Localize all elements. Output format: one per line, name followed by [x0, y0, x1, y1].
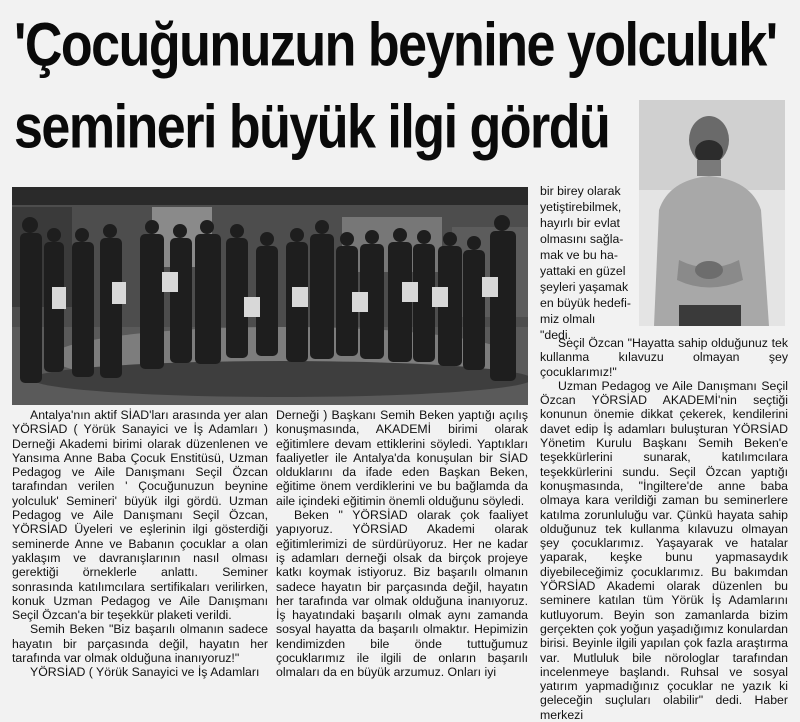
narrow-line: "dedi.: [540, 328, 572, 342]
article-column-3: [540, 336, 788, 722]
column-1-paragraph-3: YÖRSİAD ( Yörük Sanayici ve İş Adamları: [30, 665, 260, 680]
narrow-line: miz olmalı: [540, 312, 596, 326]
group-photo: [12, 187, 528, 405]
headline-line-2: semineri büyük ilgi gördü: [14, 93, 610, 162]
narrow-line: olmasını sağla-: [540, 232, 624, 246]
narrow-line: mak ve bu ha-: [540, 248, 618, 262]
narrow-text-column: [540, 183, 631, 343]
narrow-line: yetiştirebilmek,: [540, 200, 622, 214]
narrow-line: bir birey olarak: [540, 184, 621, 198]
headline-line-1: 'Çocuğunuzun beynine yolculuk': [14, 11, 777, 80]
column-2-paragraph-2: Beken " YÖRSİAD olarak çok faaliyet yapıyoruz. YÖRSİAD Akademi olarak eğitimlerimizi de sürdürüyoruz. Her ne kadar iş adamları derneği olsak da birçok projeye katkı koymak istiyoruz. Biz başarılı olmanın sadece hayatın bir parçasında değil, hayatın her tarafında var olmak olduğuna inanıyoruz. İş hayatındaki başarılı olmak aynı zamanda sosyal hayatta da başarılı olmaktır. Hepimizin kendimizden bile önde tuttuğumuz çocuklarımız ile ilgili de onların başarılı olmaları da en büyük arzumuz. Onları iyi: [276, 508, 528, 680]
column-3-paragraph-2: Uzman Pedagog ve Aile Danışmanı Seçil Özcan YÖRSİAD AKADEMİ'nin seçtiği konunun önemie dikkat çekerek, kendilerini davet edip İş adamları buluşturan YÖRSİAD Yönetim Kurulu Başkanı Semih Beken'e teşekkürlerini sunarak, katılımcılara teşekkürlerini sundu. Seçil Özcan yaptığı konuşmasında, "İngiltere'de anne baba olmaya kara verildiği zaman bu seminerlere katılma zorunluluğu var. Çünkü hayata sahip olduğunuz tek kullanma kılavuzu olmayan şey çocuklarımız. Yaşayarak ve hatalar yaparak, keşke bunu yapmasaydık diyebileceğimiz çocuklarımız. Bu bakımdan YÖRSİAD Akademi olarak düzenlen bu seminere katılan tüm Yörük İş Adamlarını kutluyorum. Beyin son zamanlarda bizim gerçekten çok yoğun yaşadığımız konulardan birisi. Beyinle ilgili yapılan çok fazla araştırma var. Mutluluk bile nörologlar tarafından incelenmeye başlandı. Ruhsal ve sosyal yatırım yapmadığınız çocuklar ne yazık ki geleceğin suçluları olabilir" dedi. Haber merkezi: [540, 378, 788, 722]
column-1-paragraph-2: Semih Beken "Biz başarılı olmanın sadece hayatın bir parçasında değil, hayatın her tarafında var olmak olduğuna inanıyoruz!": [12, 622, 268, 666]
speaker-portrait: [639, 100, 785, 326]
article-column-1: [12, 408, 268, 680]
narrow-line: en büyük hedefi-: [540, 296, 631, 310]
narrow-line: hayırlı bir evlat: [540, 216, 620, 230]
column-2-paragraph-1: Derneği ) Başkanı Semih Beken yaptığı açılış konuşmasında, AKADEMİ birimi olarak eğitimlere devam ettiklerini söyledi. Yaptıkları faaliyetler ile Antalya'da konuşulan bir SİAD olduklarını da ifade eden Başkan Beken, eğitime önem verdiklerini ve bu bağlamda da aile içindeki eğitimin önemli olduğunu söyledi.: [276, 408, 528, 508]
article-column-2: [276, 408, 528, 680]
group-photo-illustration: [12, 187, 528, 405]
narrow-line: yattaki en güzel: [540, 264, 626, 278]
column-1-paragraph-1: Antalya'nın aktif SİAD'ları arasında yer alan YÖRSİAD ( Yörük Sanayici ve İş Adamları ) Derneği Akademi birimi olarak düzenlenen ve Yansıma Anne Baba Çocuk Enstitüsü, Uzman Pedagog ve Aile Danışmanı Seçil Özcan tarafından verilen ' Çocuğunuzun beynine yolculuk' Semineri' büyük ilgi gördü. Uzman Pedagog ve Aile Danışmanı Seçil Özcan, YÖRSİAD Üyeleri ve eşlerinin ilgi gösterdiği seminerde Anne ve Babanın çocuklar a olan yaklaşım ve davranışlarının nasıl olması gerektiği örneklerle anlattı. Seminer sonrasında katılımcılara sertifikaları verilirken, konuk Uzman Pedagog ve Aile Danışmanı Seçil Özcan'a bir teşekkür plaketi verildi.: [12, 408, 268, 623]
column-3-paragraph-1: Seçil Özcan "Hayatta sahip olduğunuz tek kullanma kılavuzu olmayan şey çocuklarımız!": [540, 336, 788, 379]
narrow-line: şeyleri yaşamak: [540, 280, 629, 294]
speaker-portrait-illustration: [639, 100, 785, 326]
